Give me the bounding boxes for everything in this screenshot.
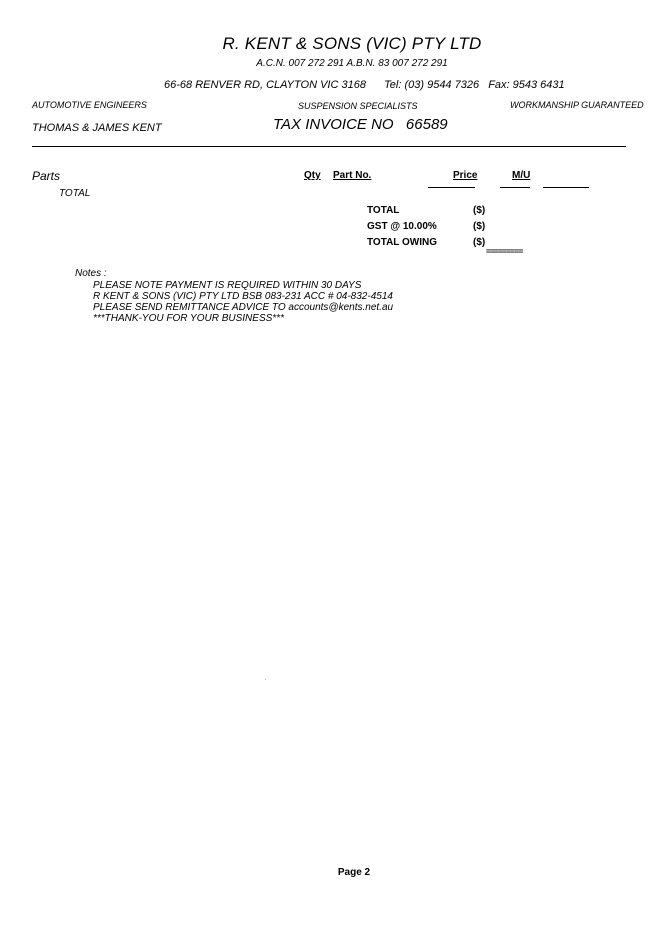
company-phone: Tel: (03) 9544 7326 <box>384 79 480 91</box>
amount-dash-mark: - <box>584 183 587 192</box>
mu-column-rule <box>500 187 530 188</box>
summary-total-currency: ($) <box>473 205 486 216</box>
tagline-suspension: SUSPENSION SPECIALISTS <box>298 101 418 111</box>
note-line-bank: R KENT & SONS (VIC) PTY LTD BSB 083-231 ACC # 04-832-4514 <box>93 291 393 302</box>
tagline-automotive: AUTOMOTIVE ENGINEERS <box>32 100 147 110</box>
summary-owing-currency: ($) <box>473 237 486 248</box>
note-line-payment: PLEASE NOTE PAYMENT IS REQUIRED WITHIN 30 DAYS <box>93 280 362 291</box>
invoice-number: 66589 <box>405 116 448 133</box>
amount-column-rule <box>543 187 589 188</box>
summary-gst-label: GST @ 10.00% <box>367 221 437 232</box>
company-registration: A.C.N. 007 272 291 A.B.N. 83 007 272 291 <box>256 58 448 69</box>
note-line-remittance: PLEASE SEND REMITTANCE ADVICE TO accounts@kents.net.au <box>93 302 394 313</box>
company-address: 66-68 RENVER RD, CLAYTON VIC 3168 <box>164 79 366 91</box>
parts-total-label: TOTAL <box>59 188 91 199</box>
company-name: R. KENT & SONS (VIC) PTY LTD <box>222 34 482 53</box>
summary-total-label: TOTAL <box>367 205 400 216</box>
page-number: Page 2 <box>337 867 371 878</box>
column-header-mu: M/U <box>512 170 531 181</box>
summary-owing-label: TOTAL OWING <box>367 237 437 248</box>
column-header-price: Price <box>453 170 478 181</box>
column-header-qty: Qty <box>304 170 321 181</box>
proprietors: THOMAS & JAMES KENT <box>32 122 162 134</box>
notes-heading: Notes : <box>75 268 107 279</box>
tagline-workmanship: WORKMANSHIP GUARANTEED <box>510 100 644 110</box>
summary-double-rule: ========= <box>486 247 523 256</box>
company-fax: Fax: 9543 6431 <box>488 79 565 91</box>
invoice-label: TAX INVOICE NO <box>273 116 394 133</box>
parts-section-label: Parts <box>32 169 61 183</box>
column-header-part-no: Part No. <box>333 170 372 181</box>
summary-gst-currency: ($) <box>473 221 486 232</box>
price-column-rule <box>428 187 475 188</box>
header-divider <box>32 146 626 147</box>
company-contact-line <box>164 79 565 91</box>
invoice-title <box>273 116 448 133</box>
note-line-thanks: ***THANK-YOU FOR YOUR BUSINESS*** <box>93 313 284 324</box>
scan-speck <box>265 679 266 680</box>
